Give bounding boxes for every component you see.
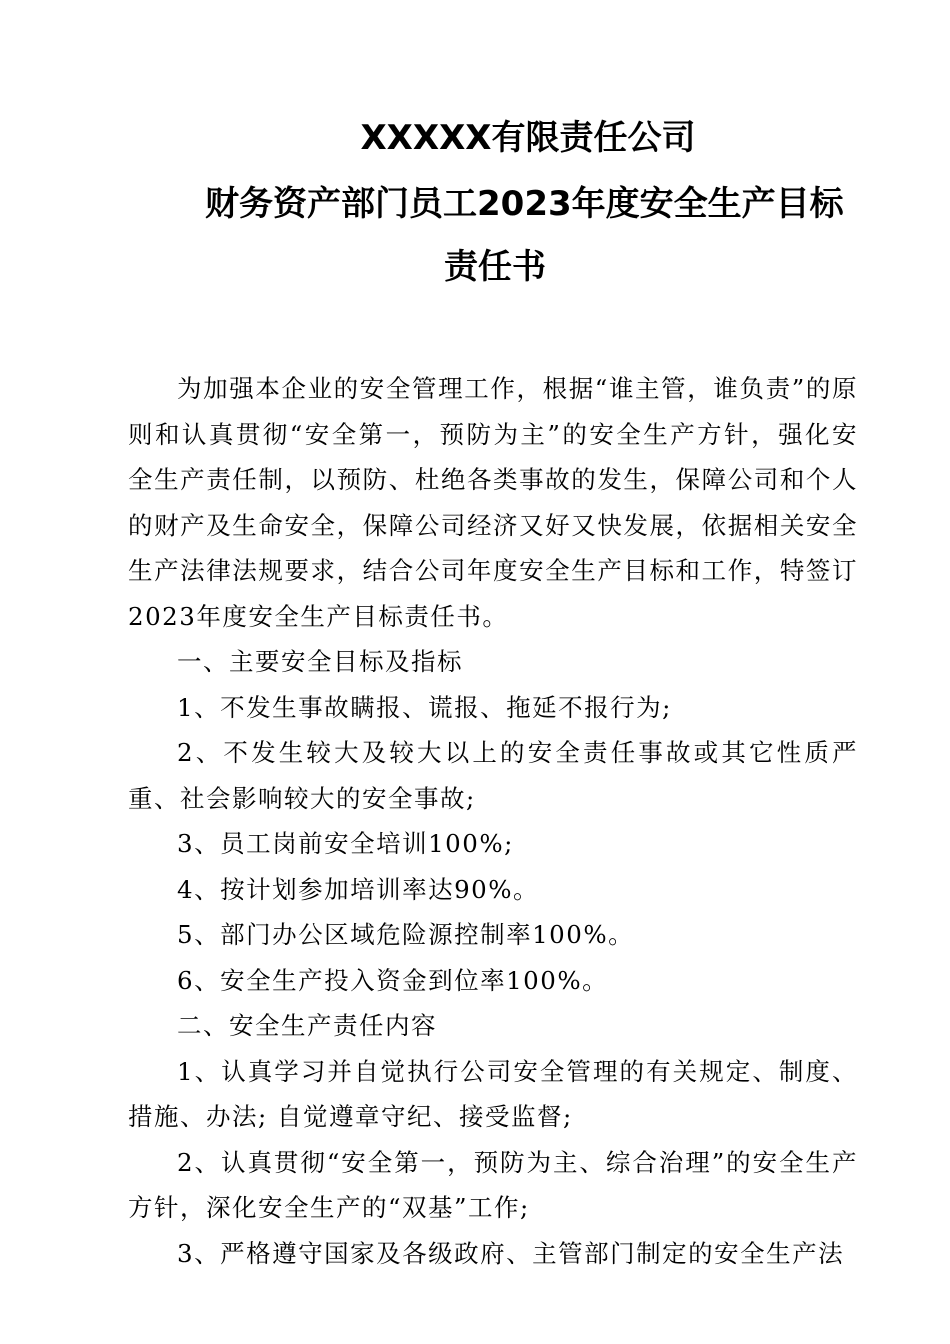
responsibility-item: 1、认真学习并自觉执行公司安全管理的有关规定、制度、措施、办法; 自觉遵章守纪、接受监督; [128,1056,858,1131]
target-item: 6、安全生产投入资金到位率100%。 [177,965,609,995]
document-title-continued: 责任书 [444,247,546,287]
section-heading-responsibilities: 二、安全生产责任内容 [177,1011,437,1040]
company-title: XXXXX有限责任公司 [360,118,696,158]
responsibility-item: 3、严格遵守国家及各级政府、主管部门制定的安全生产法 [177,1238,845,1268]
target-item: 2、不发生较大及较大以上的安全责任事故或其它性质严重、社会影响较大的安全事故; [128,738,858,813]
target-item: 1、不发生事故瞒报、谎报、拖延不报行为; [177,692,672,722]
target-item: 3、员工岗前安全培训100%; [177,829,514,858]
document-body [128,366,858,1276]
document-title: 财务资产部门员工2023年度安全生产目标 [205,184,844,224]
intro-paragraph: 为加强本企业的安全管理工作，根据“谁主管，谁负责”的原则和认真贯彻“安全第一，预防为主”的安全生产方针，强化安全生产责任制，以预防、杜绝各类事故的发生，保障公司和个人的财产及生命安全，保障公司经济又好又快发展，依据相关安全生产法律法规要求，结合公司年度安全生产目标和工作，特签订2023年度安全生产目标责任书。 [128,374,858,631]
responsibility-item: 2、认真贯彻“安全第一，预防为主、综合治理”的安全生产方针，深化安全生产的“双基”工作; [128,1147,858,1222]
target-item: 5、部门办公区域危险源控制率100%。 [177,920,635,949]
target-item: 4、按计划参加培训率达90%。 [177,874,540,904]
section-heading-targets: 一、主要安全目标及指标 [177,647,463,676]
